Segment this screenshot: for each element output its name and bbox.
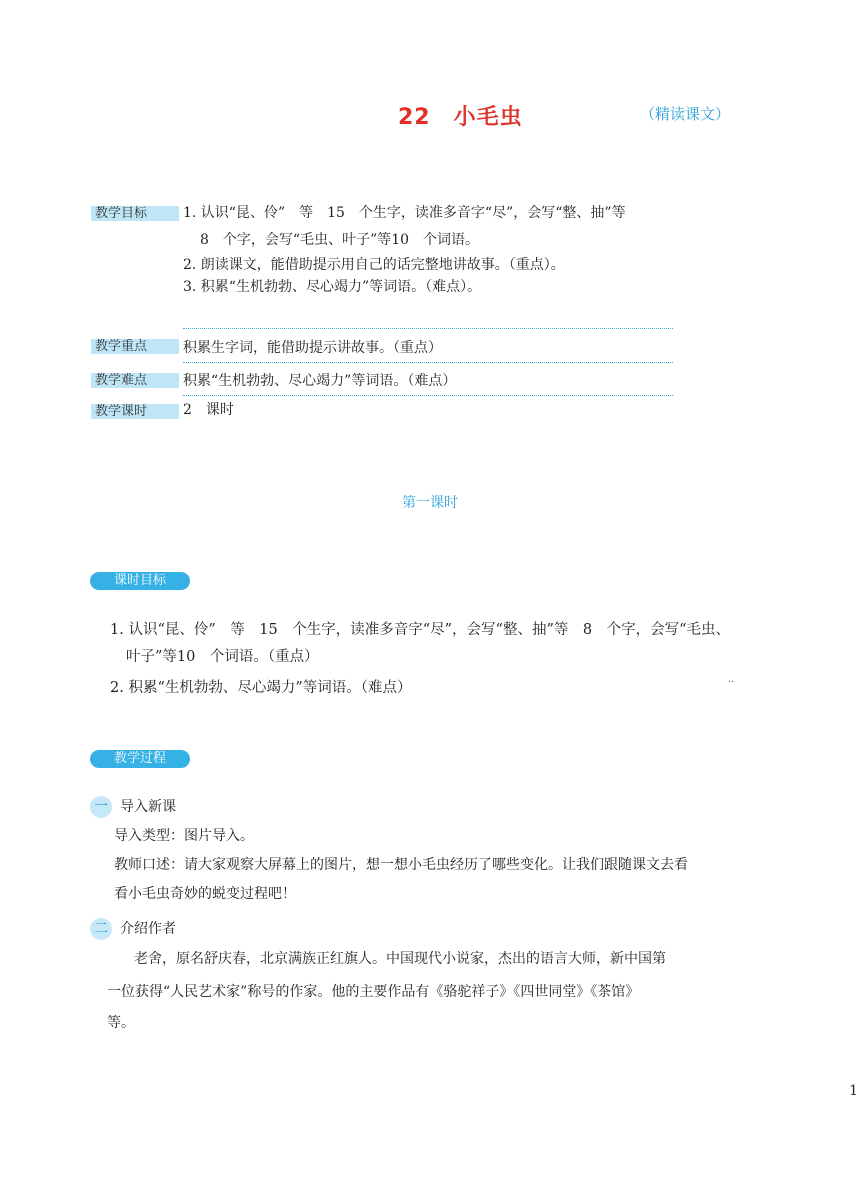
hours-label — [91, 404, 179, 419]
stray-dots: ·· — [728, 677, 735, 688]
goal-line-1: 1. 认识“昆、伶” 等 15 个生字，读准多音字“尽”，会写“整、抽”等 — [183, 205, 626, 221]
process-pill: 教学过程 — [90, 750, 190, 768]
section-number-1: 一 — [90, 796, 112, 818]
section-title-2: 介绍作者 — [120, 921, 176, 937]
lesson-type: （精读课文） — [640, 105, 731, 123]
key-text: 积累生字词，能借助提示讲故事。（重点） — [183, 340, 442, 356]
divider — [183, 362, 673, 363]
difficulty-label-text: 教学难点 — [95, 373, 148, 388]
goal-label — [91, 206, 179, 221]
section-number-2: 二 — [90, 918, 112, 940]
goal-line-2: 8 个字，会写“毛虫、叶子”等10 个词语。 — [200, 232, 480, 248]
page-number: 1 — [849, 1083, 858, 1099]
hours-label-text: 教学课时 — [95, 404, 148, 419]
difficulty-label — [91, 373, 179, 388]
goal-label-text: 教学目标 — [95, 206, 148, 221]
lesson-goal-line-2: 叶子”等10 个词语。（重点） — [126, 649, 319, 665]
lesson-goals-pill: 课时目标 — [90, 572, 190, 590]
lesson-goal-line-1: 1. 认识“昆、伶” 等 15 个生字，读准多音字“尽”，会写“整、抽”等 8 个字，会写“毛虫、 — [110, 622, 731, 638]
section-2-line-3: 等。 — [107, 1015, 135, 1031]
divider — [183, 395, 673, 396]
goal-line-3: 2. 朗读课文，能借助提示用自己的话完整地讲故事。（重点）。 — [183, 257, 565, 273]
divider — [183, 328, 673, 329]
goal-line-4: 3. 积累“生机勃勃、尽心竭力”等词语。（难点）。 — [183, 279, 482, 295]
key-label — [91, 339, 179, 354]
lesson-title: 22 小毛虫 — [398, 105, 523, 130]
section-2-line-1: 老舍，原名舒庆春，北京满族正红旗人。中国现代小说家，杰出的语言大师，新中国第 — [134, 951, 666, 967]
lesson-heading: 第一课时 — [402, 495, 458, 511]
section-1-line-1: 导入类型：图片导入。 — [114, 828, 254, 844]
lesson-goal-line-3: 2. 积累“生机勃勃、尽心竭力”等词语。（难点） — [110, 680, 412, 696]
section-1-line-2: 教师口述：请大家观察大屏幕上的图片，想一想小毛虫经历了哪些变化。让我们跟随课文去看 — [114, 857, 688, 873]
section-1-line-3: 看小毛虫奇妙的蜕变过程吧！ — [114, 886, 296, 902]
section-title-1: 导入新课 — [120, 799, 176, 815]
hours-text: 2 课时 — [183, 402, 234, 418]
section-2-line-2: 一位获得“人民艺术家”称号的作家。他的主要作品有《骆驼祥子》《四世同堂》《茶馆》 — [107, 984, 640, 1000]
difficulty-text: 积累“生机勃勃、尽心竭力”等词语。（难点） — [183, 373, 457, 389]
key-label-text: 教学重点 — [95, 339, 148, 354]
